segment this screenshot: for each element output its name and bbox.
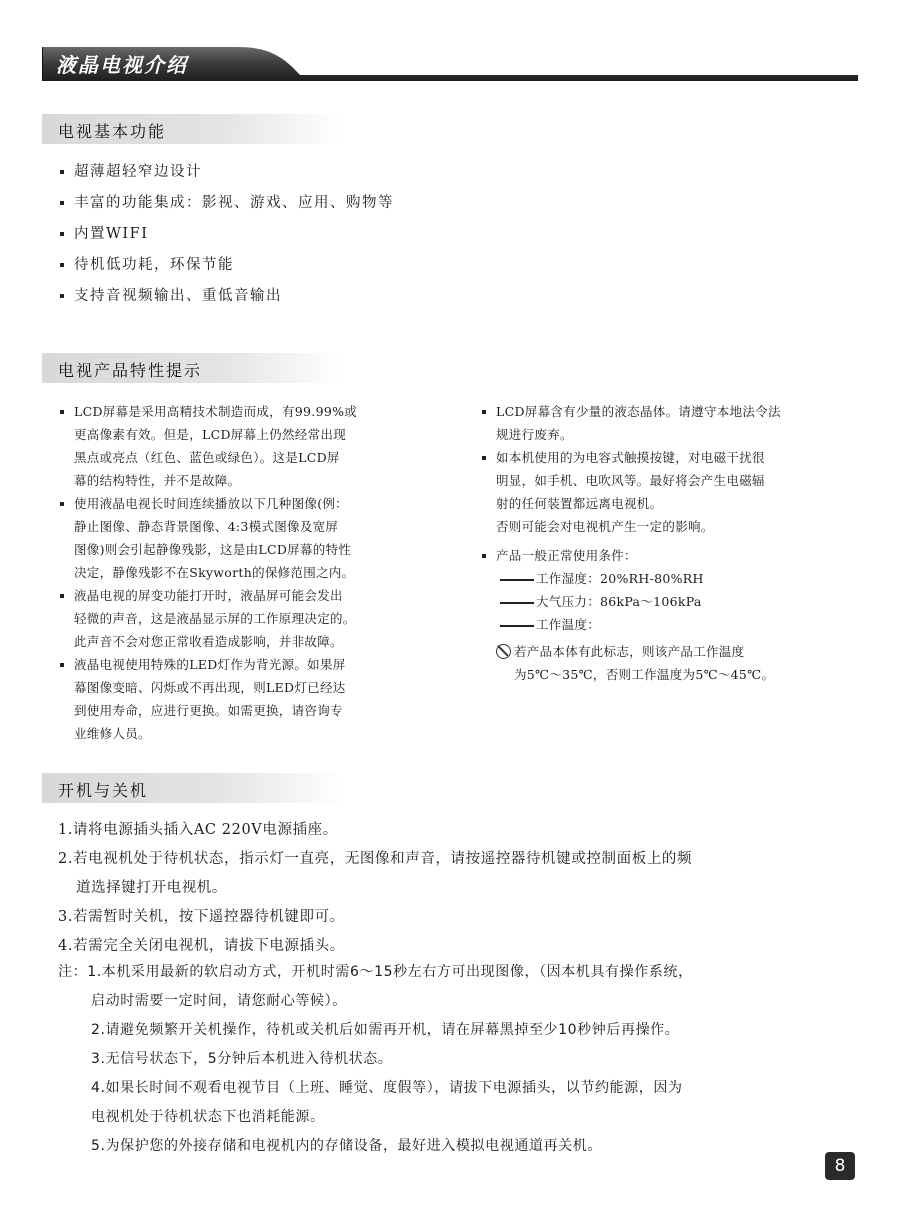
note-text: 为5℃～35℃，否则工作温度为5℃～45℃。 (514, 667, 775, 682)
section-power (42, 773, 342, 803)
power-notes (58, 958, 858, 1161)
text-line: 幕的结构特性，并不是故障。 (74, 473, 241, 488)
page-number: 8 (825, 1152, 855, 1180)
text-line: 幕图像变暗、闪烁或不再出现，则LED灯已经达 (74, 680, 346, 695)
note: 5.为保护您的外接存储和电视机内的存储设备，最好进入模拟电视通道再关机。 (91, 1138, 602, 1154)
note-text: 1.本机采用最新的软启动方式，开机时需6～15秒左右方可出现图像，（因本机具有操作系统， (87, 964, 693, 980)
text-line: 液晶电视的屏变功能打开时，液晶屏可能会发出 (74, 588, 343, 603)
page-header (42, 45, 858, 81)
text-line: 静止图像、静态背景图像、4:3模式图像及宽屏 (74, 519, 339, 534)
usage-conditions (480, 544, 860, 686)
dash-mark (500, 602, 534, 604)
power-steps (58, 816, 858, 961)
text-line: 规进行废弃。 (496, 427, 573, 442)
temperature-note (496, 640, 860, 686)
text-line: 射的任何装置都远离电视机。 (496, 496, 663, 511)
prohibited-symbol-icon (496, 644, 511, 659)
list-item: 待机低功耗，环保节能 (58, 255, 394, 286)
section-product-features (42, 353, 342, 383)
step: 1.请将电源插头插入AC 220V电源插座。 (58, 822, 338, 838)
text-line: 使用液晶电视长时间连续播放以下几种图像(例： (74, 496, 348, 511)
section-title: 开机与关机 (58, 781, 149, 800)
step: 道选择键打开电视机。 (76, 880, 227, 896)
text-line: LCD屏幕含有少量的液态晶体。请遵守本地法令法 (496, 404, 781, 419)
condition-temperature (496, 613, 860, 636)
step: 3.若需暂时关机，按下遥控器待机键即可。 (58, 909, 345, 925)
list-item (480, 400, 860, 446)
note-text: 若产品本体有此标志，则该产品工作温度 (514, 644, 745, 659)
text-line: 决定，静像残影不在Skyworth的保修范围之内。 (74, 565, 355, 580)
condition-humidity (496, 567, 860, 590)
text-line: 液晶电视使用特殊的LED灯作为背光源。如果屏 (74, 657, 346, 672)
basic-functions-list (58, 162, 394, 317)
note: 2.请避免频繁开关机操作，待机或关机后如需再开机，请在屏幕黑掉至少10秒钟后再操作。 (91, 1022, 680, 1038)
condition-pressure (496, 590, 860, 613)
text-line: LCD屏幕是采用高精技术制造而成，有99.99%或 (74, 404, 358, 419)
condition-text: 工作温度： (536, 617, 601, 632)
conditions-title: 产品一般正常使用条件： (496, 548, 637, 563)
features-right-column (480, 400, 860, 686)
list-item (58, 584, 438, 653)
notes-label: 注： (58, 964, 88, 980)
step: 4.若需完全关闭电视机，请拔下电源插头。 (58, 938, 345, 954)
section-title: 电视产品特性提示 (58, 361, 203, 380)
list-item: 超薄超轻窄边设计 (58, 162, 394, 193)
text-line: 黑点或亮点（红色、蓝色或绿色）。这是LCD屏 (74, 450, 340, 465)
section-title: 电视基本功能 (58, 122, 167, 141)
note: 3.无信号状态下，5分钟后本机进入待机状态。 (91, 1051, 393, 1067)
text-line: 明显，如手机、电吹风等。最好将会产生电磁辐 (496, 473, 765, 488)
list-item (58, 653, 438, 745)
dash-mark (500, 579, 534, 581)
section-basic-functions (42, 114, 342, 144)
text-line: 否则可能会对电视机产生一定的影响。 (496, 519, 714, 534)
text-line: 如本机使用的为电容式触摸按键，对电磁干扰很 (496, 450, 765, 465)
note: 电视机处于待机状态下也消耗能源。 (91, 1109, 325, 1125)
condition-text: 大气压力：86kPa～106kPa (536, 594, 702, 609)
list-item: 支持音视频输出、重低音输出 (58, 286, 394, 317)
list-item (480, 446, 860, 538)
header-title: 液晶电视介绍 (56, 53, 188, 77)
dash-mark (500, 625, 534, 627)
condition-text: 工作湿度：20%RH-80%RH (536, 571, 704, 586)
step: 2.若电视机处于待机状态，指示灯一直亮，无图像和声音，请按遥控器待机键或控制面板上的频 (58, 851, 693, 867)
note: 启动时需要一定时间，请您耐心等候）。 (91, 993, 347, 1009)
text-line: 此声音不会对您正常收看造成影响，并非故障。 (74, 634, 343, 649)
list-item (58, 492, 438, 584)
text-line: 业维修人员。 (74, 726, 151, 741)
list-item: 丰富的功能集成：影视、游戏、应用、购物等 (58, 193, 394, 224)
text-line: 轻微的声音，这是液晶显示屏的工作原理决定的。 (74, 611, 356, 626)
text-line: 更高像素有效。但是，LCD屏幕上仍然经常出现 (74, 427, 346, 442)
text-line: 图像)则会引起静像残影，这是由LCD屏幕的特性 (74, 542, 352, 557)
note (58, 958, 858, 987)
note: 4.如果长时间不观看电视节目（上班、睡觉、度假等），请拔下电源插头，以节约能源，因为 (91, 1080, 683, 1096)
text-line: 到使用寿命，应进行更换。如需更换，请咨询专 (74, 703, 343, 718)
list-item: 内置WIFI (58, 224, 394, 255)
features-left-column (58, 400, 438, 745)
list-item (58, 400, 438, 492)
